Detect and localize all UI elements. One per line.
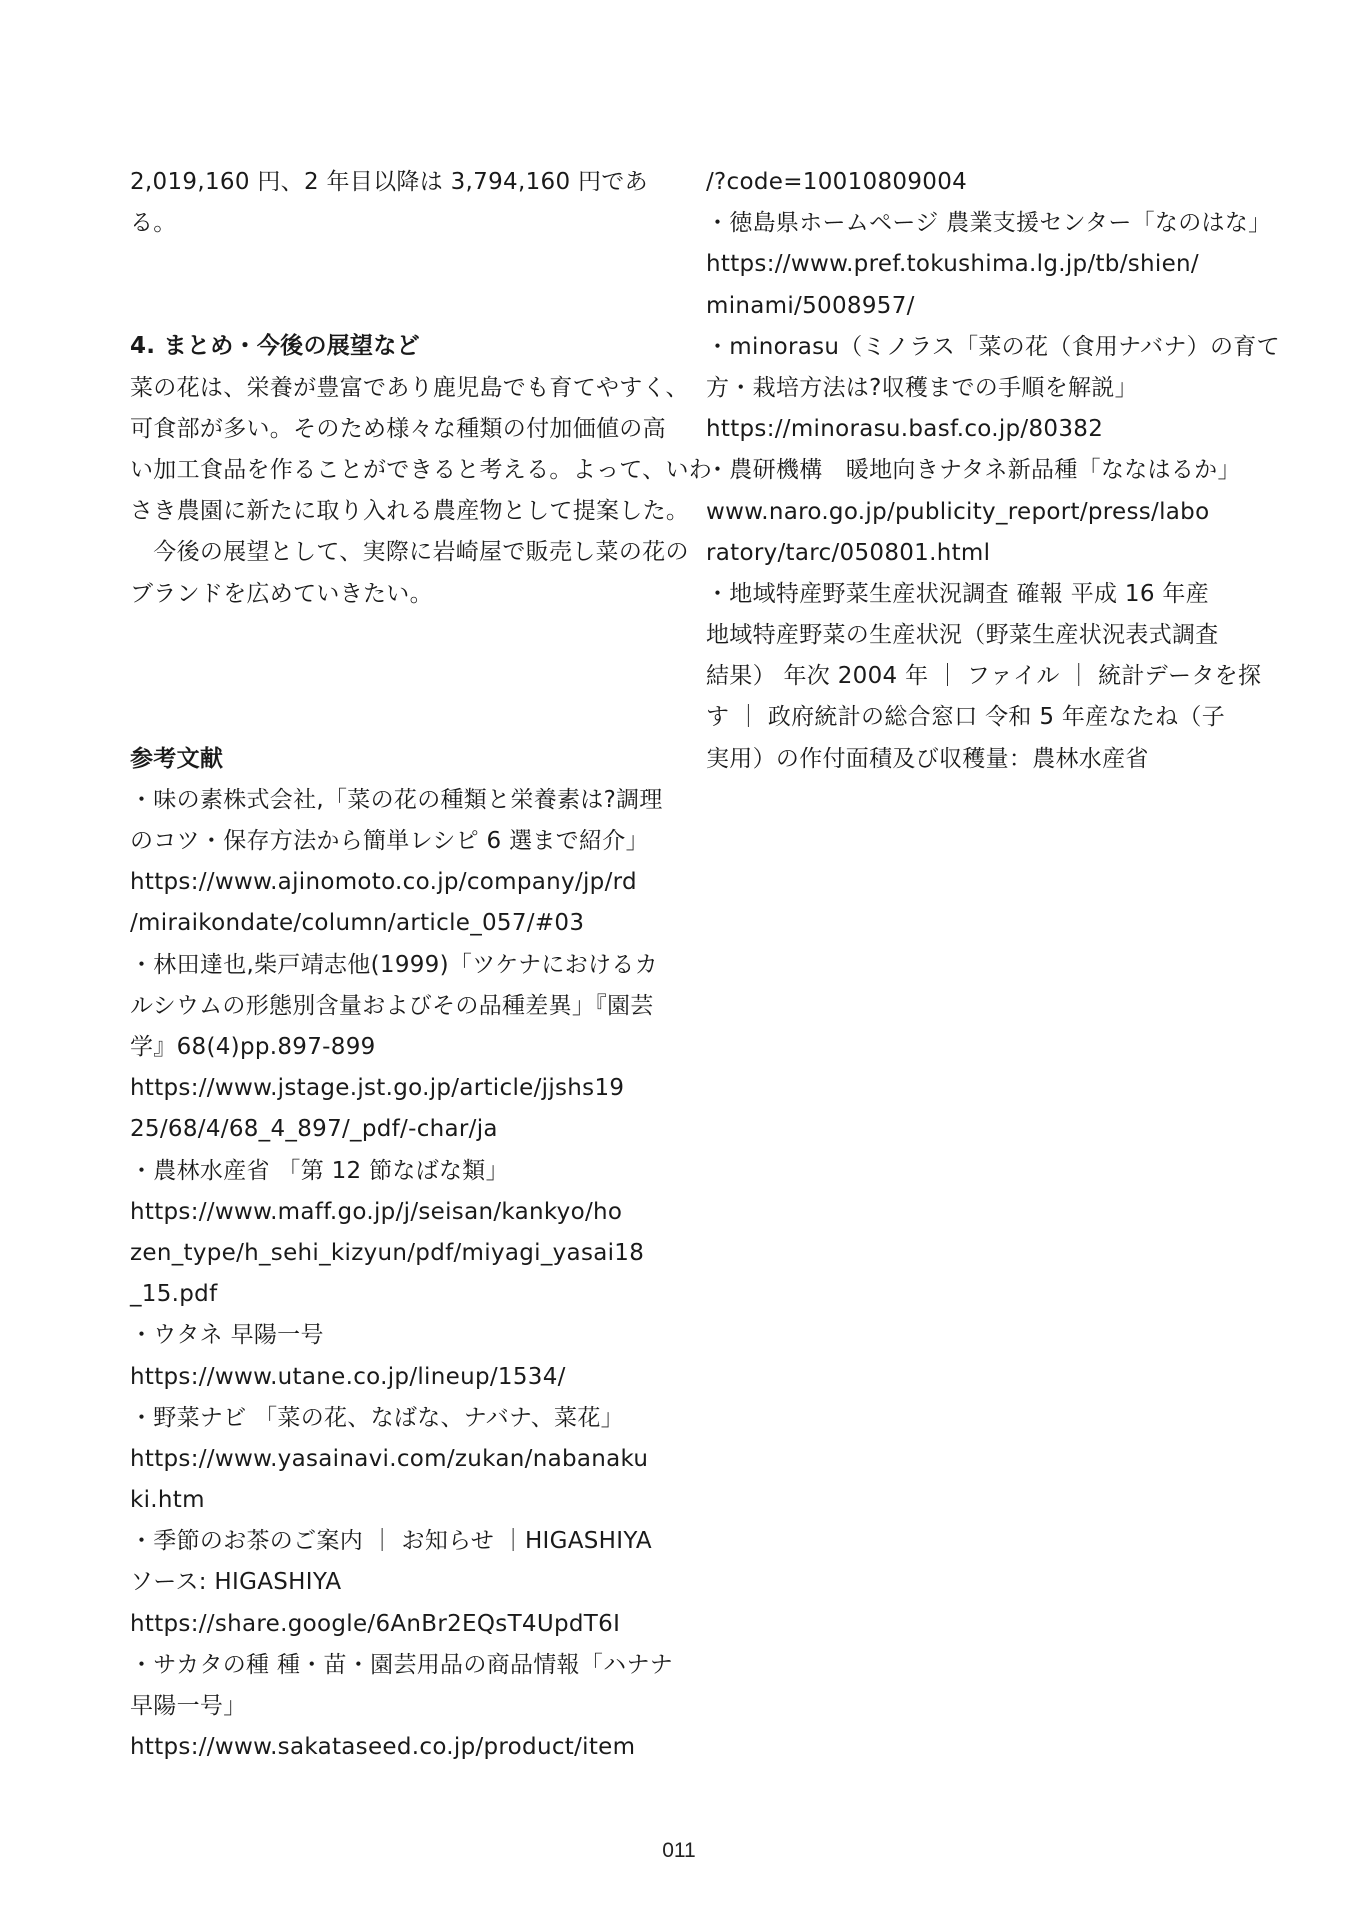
reference-url[interactable]: zen_type/h_sehi_kizyun/pdf/miyagi_yasai18: [130, 1239, 645, 1266]
summary-section: [130, 326, 713, 614]
reference-url[interactable]: https://www.yasainavi.com/zukan/nabanaku: [130, 1445, 649, 1472]
reference-url[interactable]: https://www.maff.go.jp/j/seisan/kankyo/ho: [130, 1198, 623, 1225]
page-number: 011: [662, 1839, 696, 1862]
reference-line: ・徳島県ホームページ 農業支援センター「なのはな」: [706, 210, 1272, 237]
reference-line: 結果） 年次 2004 年 ｜ ファイル ｜ 統計データを探: [706, 663, 1262, 690]
reference-url[interactable]: https://minorasu.basf.co.jp/80382: [706, 416, 1104, 443]
references-section: [130, 739, 674, 1769]
section-heading: 4. まとめ・今後の展望など: [130, 333, 420, 360]
reference-line: 方・栽培方法は?収穫までの手順を解説」: [706, 374, 1138, 401]
right-column: [706, 162, 1280, 780]
body-line: ブランドを広めていきたい。: [130, 580, 433, 607]
references-heading: 参考文献: [130, 745, 224, 772]
reference-url[interactable]: 25/68/4/68_4_897/_pdf/-char/ja: [130, 1116, 498, 1143]
reference-line: ・季節のお茶のご案内 ｜ お知らせ ｜HIGASHIYA: [130, 1528, 652, 1555]
reference-line: 早陽一号」: [130, 1693, 247, 1719]
reference-line: ・サカタの種 種・苗・園芸用品の商品情報「ハナナ: [130, 1651, 674, 1678]
reference-line: ・野菜ナビ 「菜の花、なばな、ナバナ、菜花」: [130, 1404, 624, 1431]
body-line: 今後の展望として、実際に岩崎屋で販売し菜の花の: [130, 539, 689, 566]
reference-url[interactable]: ratory/tarc/050801.html: [706, 539, 991, 566]
reference-line: ・林田達也,柴戸靖志他(1999)「ツケナにおけるカ: [130, 951, 658, 978]
reference-line: ソース: HIGASHIYA: [130, 1569, 342, 1596]
reference-line: 地域特産野菜の生産状況（野菜生産状況表式調査: [706, 622, 1219, 649]
reference-url[interactable]: /miraikondate/column/article_057/#03: [130, 910, 585, 937]
reference-line: ・味の素株式会社,「菜の花の種類と栄養素は?調理: [130, 786, 663, 813]
spacer: [130, 244, 670, 326]
reference-line: ・地域特産野菜生産状況調査 確報 平成 16 年産: [706, 580, 1210, 607]
reference-line: ルシウムの形態別含量およびその品種差異」『園芸: [130, 992, 654, 1019]
reference-line: のコツ・保存方法から簡単レシピ 6 選まで紹介」: [130, 828, 649, 855]
references-continued: [706, 162, 1280, 780]
reference-url[interactable]: https://www.ajinomoto.co.jp/company/jp/rd: [130, 869, 637, 896]
reference-url[interactable]: https://www.utane.co.jp/lineup/1534/: [130, 1363, 566, 1390]
reference-url[interactable]: _15.pdf: [130, 1281, 218, 1308]
reference-line: ・minorasu（ミノラス「菜の花（食用ナバナ）の育て: [706, 333, 1280, 360]
reference-url[interactable]: minami/5008957/: [706, 292, 915, 319]
intro-line: 2,019,160 円、2 年目以降は 3,794,160 円であ: [130, 169, 648, 195]
reference-line: す ｜ 政府統計の総合窓口 令和 5 年産なたね（子: [706, 704, 1225, 731]
reference-url[interactable]: https://www.sakataseed.co.jp/product/item: [130, 1734, 636, 1761]
body-line: 可食部が多い。そのため様々な種類の付加価値の高: [130, 415, 666, 442]
reference-url[interactable]: www.naro.go.jp/publicity_report/press/labo: [706, 498, 1210, 525]
intro-paragraph: [130, 162, 670, 244]
reference-line: ・農研機構 暖地向きナタネ新品種「ななはるか」: [706, 457, 1241, 484]
intro-line: る。: [130, 210, 177, 237]
body-line: 菜の花は、栄養が豊富であり鹿児島でも育てやすく、: [130, 374, 689, 401]
reference-url[interactable]: ki.htm: [130, 1487, 205, 1514]
reference-url[interactable]: https://share.google/6AnBr2EQsT4UpdT6I: [130, 1610, 621, 1637]
reference-url[interactable]: /?code=10010809004: [706, 169, 968, 195]
spacer: [130, 615, 670, 739]
reference-line: ・ウタネ 早陽一号: [130, 1322, 324, 1349]
body-line: さき農園に新たに取り入れる農産物として提案した。: [130, 498, 690, 525]
left-column: [130, 162, 713, 1768]
reference-line: 実用）の作付面積及び収穫量：農林水産省: [706, 745, 1149, 772]
reference-line: ・農林水産省 「第 12 節なばな類」: [130, 1157, 509, 1184]
body-line: い加工食品を作ることができると考える。よって、いわ: [130, 456, 713, 483]
reference-line: 学』68(4)pp.897-899: [130, 1034, 376, 1060]
reference-url[interactable]: https://www.pref.tokushima.lg.jp/tb/shien/: [706, 251, 1199, 278]
reference-url[interactable]: https://www.jstage.jst.go.jp/article/jjshs19: [130, 1075, 625, 1102]
